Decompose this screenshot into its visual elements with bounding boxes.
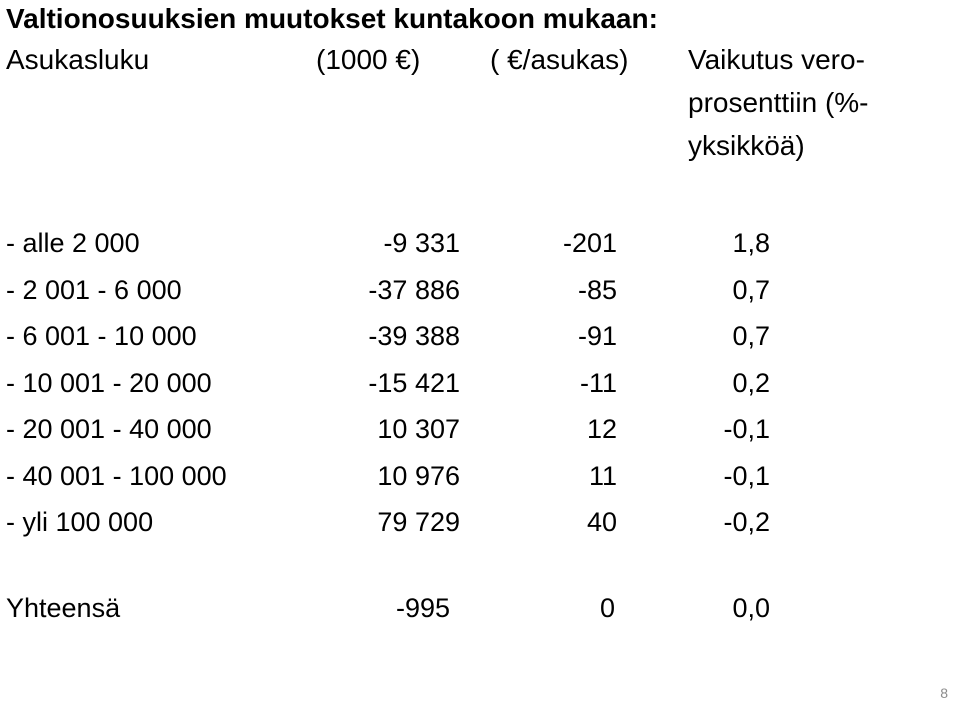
row-eur-per-resident: -85 [577,274,617,305]
header-population: Asukasluku [6,44,150,75]
row-thousand-eur: 10 307 [377,414,460,444]
row-label: - 2 001 - 6 000 [6,274,182,305]
row-tax-effect: 1,8 [732,228,770,258]
row-label: - 20 001 - 40 000 [6,414,212,444]
row-thousand-eur: 79 729 [377,507,460,537]
page-number: 8 [940,685,948,701]
row-thousand-eur: 10 976 [377,460,460,491]
row-eur-per-resident: 12 [586,414,617,444]
row-eur-per-resident: 40 [586,507,617,537]
row-tax-effect: 0,7 [732,274,770,305]
table-row [0,360,960,407]
total-row [0,585,960,631]
total-label: Yhteensä [6,593,121,623]
row-label: - 6 001 - 10 000 [6,321,197,351]
row-tax-effect: -0,1 [723,414,770,444]
table-row [0,499,960,546]
row-thousand-eur: -15 421 [368,367,460,398]
table-row [0,406,960,453]
header-eur-per-resident: ( €/asukas) [490,44,629,75]
total-thousand-eur: -995 [395,593,450,623]
row-eur-per-resident: 11 [588,460,617,491]
row-tax-effect: -0,2 [723,507,770,537]
row-thousand-eur: -39 388 [368,321,460,351]
row-eur-per-resident: -201 [562,228,617,258]
header-thousand-eur: (1000 €) [316,44,421,75]
row-label: - yli 100 000 [6,507,154,537]
table-row [0,267,960,314]
table-row [0,453,960,500]
total-eur-per-resident: 0 [599,593,615,623]
row-tax-effect: 0,2 [732,367,770,398]
row-tax-effect: -0,1 [723,460,770,491]
row-eur-per-resident: -11 [579,367,617,398]
slide-title: Valtionosuuksien muutokset kuntakoon mukaan: [6,3,658,34]
header-tax-effect: Vaikutus vero-prosenttiin (%-yksikköä) [688,44,869,161]
row-tax-effect: 0,7 [732,321,770,351]
total-tax-effect: 0,0 [732,593,770,623]
row-eur-per-resident: -91 [577,321,617,351]
table-row [0,313,960,360]
data-table [0,220,960,546]
row-thousand-eur: -9 331 [383,228,460,258]
row-thousand-eur: -37 886 [368,274,460,305]
row-label: - 10 001 - 20 000 [6,367,212,398]
row-label: - alle 2 000 [6,228,140,258]
row-label: - 40 001 - 100 000 [6,460,227,491]
table-row [0,220,960,267]
